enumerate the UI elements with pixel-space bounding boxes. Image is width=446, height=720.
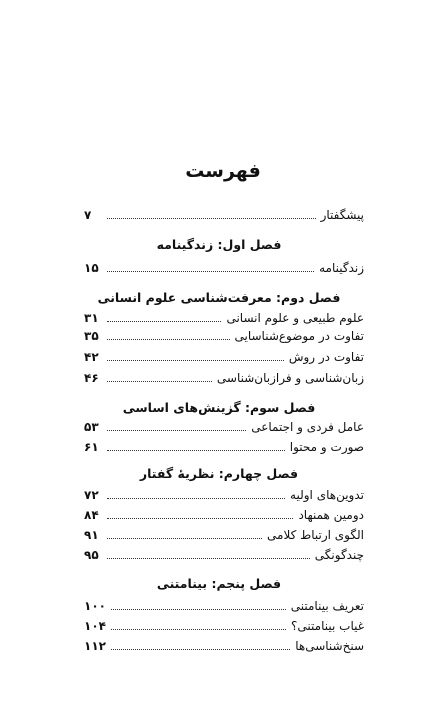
entry-label: صورت و محتوا bbox=[289, 439, 364, 454]
entry-label: علوم طبیعی و علوم انسانی bbox=[226, 310, 364, 325]
dot-leader bbox=[107, 339, 230, 340]
entry-page-number: ۱۰۴ bbox=[84, 618, 106, 633]
entry-label: پیشگفتار bbox=[320, 207, 364, 222]
dot-leader bbox=[107, 518, 293, 519]
toc-entry bbox=[84, 546, 364, 563]
toc-entry bbox=[84, 369, 364, 386]
entry-label: الگوی ارتباط کلامی bbox=[267, 527, 364, 542]
dot-leader bbox=[107, 450, 285, 451]
entry-page-number: ۳۵ bbox=[84, 328, 99, 343]
entry-page-number: ۹۱ bbox=[84, 527, 99, 542]
entry-page-number: ۶۱ bbox=[84, 439, 99, 454]
dot-leader bbox=[107, 538, 262, 539]
entry-page-number: ۷ bbox=[84, 207, 92, 222]
entry-page-number: ۴۲ bbox=[84, 349, 99, 364]
entry-label: تدوین‌های اولیه bbox=[290, 487, 364, 502]
toc-entry bbox=[84, 418, 364, 435]
chapter-heading: فصل چهارم: نظریهٔ گفتار bbox=[139, 466, 299, 481]
entry-label: زندگینامه bbox=[319, 260, 364, 275]
dot-leader bbox=[107, 218, 316, 219]
entry-label: غیاب بینامتنی؟ bbox=[291, 618, 364, 633]
entry-page-number: ۱۵ bbox=[84, 260, 99, 275]
entry-page-number: ۹۵ bbox=[84, 547, 99, 562]
dot-leader bbox=[111, 629, 286, 630]
chapter-heading: فصل اول: زندگینامه bbox=[156, 237, 282, 252]
entry-page-number: ۵۳ bbox=[84, 419, 99, 434]
dot-leader bbox=[107, 498, 285, 499]
toc-entry bbox=[84, 327, 364, 344]
toc-entry bbox=[84, 438, 364, 455]
dot-leader bbox=[107, 430, 246, 431]
entry-page-number: ۸۴ bbox=[84, 507, 99, 522]
dot-leader bbox=[107, 558, 310, 559]
dot-leader bbox=[107, 321, 221, 322]
dot-leader bbox=[107, 271, 314, 272]
entry-label: دومین همنهاد bbox=[298, 507, 364, 522]
entry-label: عامل فردی و اجتماعی bbox=[251, 419, 364, 434]
toc-entry bbox=[84, 637, 364, 654]
dot-leader bbox=[111, 609, 286, 610]
entry-label: چندگونگی bbox=[314, 547, 364, 562]
entry-label: تفاوت در روش bbox=[288, 349, 364, 364]
entry-page-number: ۳۱ bbox=[84, 310, 99, 325]
toc-entry bbox=[84, 309, 364, 326]
chapter-heading: فصل پنجم: بینامتنی bbox=[156, 576, 282, 591]
chapter-heading: فصل سوم: گزینش‌های اساسی bbox=[122, 400, 316, 415]
toc-entry bbox=[84, 526, 364, 543]
toc-entry bbox=[84, 506, 364, 523]
entry-page-number: ۴۶ bbox=[84, 370, 99, 385]
entry-label: سنخ‌شناسی‌ها bbox=[295, 638, 364, 653]
dot-leader bbox=[107, 360, 284, 361]
entry-label: زبان‌شناسی و فرازبان‌شناسی bbox=[216, 370, 364, 385]
toc-entry bbox=[84, 597, 364, 614]
toc-entry bbox=[84, 617, 364, 634]
toc-entry-preface bbox=[84, 206, 364, 223]
toc-entry bbox=[84, 259, 364, 276]
dot-leader bbox=[111, 649, 290, 650]
toc-entry bbox=[84, 486, 364, 503]
entry-page-number: ۱۱۲ bbox=[84, 638, 106, 653]
entry-label: تعریف بینامتنی bbox=[290, 598, 364, 613]
entry-label: تفاوت در موضوع‌شناسایی bbox=[234, 328, 364, 343]
entry-page-number: ۱۰۰ bbox=[84, 598, 106, 613]
page-title: فهرست bbox=[185, 160, 261, 182]
toc-entry bbox=[84, 348, 364, 365]
chapter-heading: فصل دوم: معرفت‌شناسی علوم انسانی bbox=[97, 290, 341, 305]
entry-page-number: ۷۲ bbox=[84, 487, 99, 502]
dot-leader bbox=[107, 381, 212, 382]
